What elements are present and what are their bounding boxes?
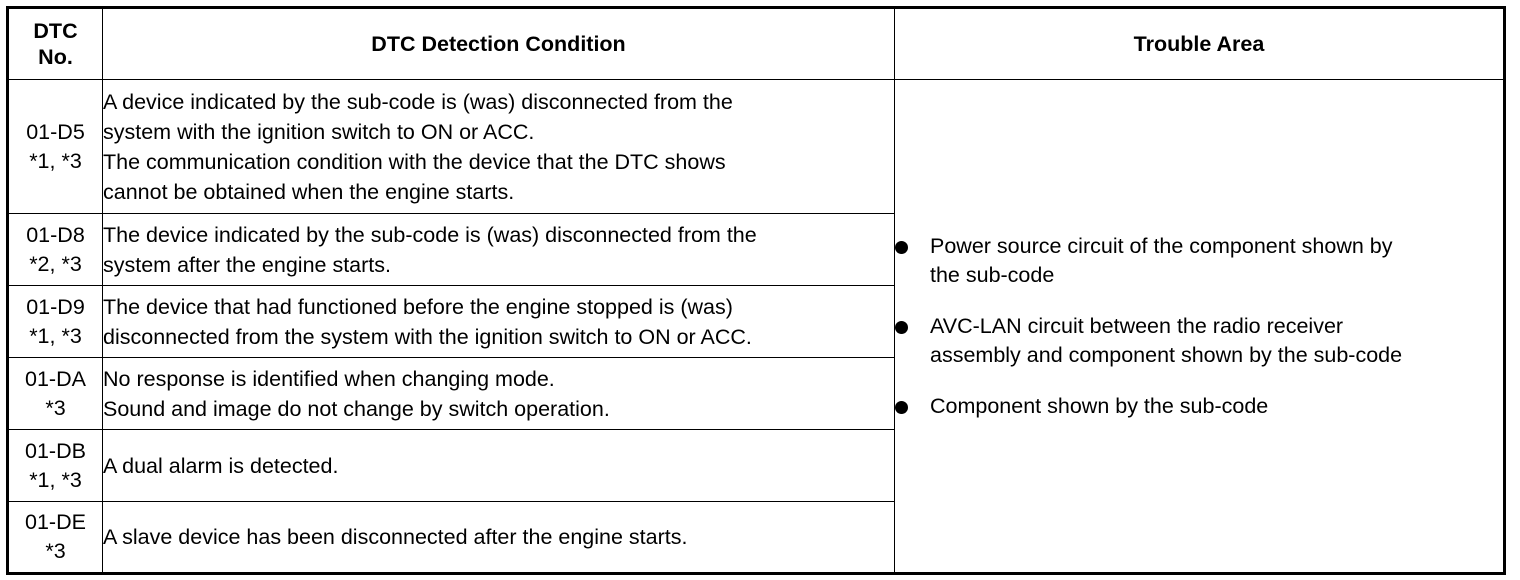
trouble-area-line: Component shown by the sub-code xyxy=(930,393,1269,418)
header-dtc-no xyxy=(8,8,103,80)
detection-condition-cell xyxy=(103,358,895,430)
dtc-note: *3 xyxy=(45,395,66,420)
detection-condition-cell xyxy=(103,214,895,286)
dtc-code: 01-DA xyxy=(25,366,86,391)
trouble-area-item xyxy=(895,392,1503,421)
dtc-note: *1, *3 xyxy=(29,323,82,348)
dtc-code: 01-DB xyxy=(25,438,86,463)
dtc-note: *1, *3 xyxy=(29,467,82,492)
dtc-code: 01-D5 xyxy=(26,119,85,144)
header-trouble-area: Trouble Area xyxy=(895,8,1505,80)
dtc-table xyxy=(6,6,1506,575)
dtc-code-cell xyxy=(8,214,103,286)
condition-line: The communication condition with the device that the DTC shows xyxy=(103,149,726,174)
condition-line: disconnected from the system with the ignition switch to ON or ACC. xyxy=(103,324,752,349)
dtc-note: *3 xyxy=(45,539,66,563)
trouble-area-cell xyxy=(895,80,1505,574)
detection-condition-cell xyxy=(103,502,895,574)
bullet-icon xyxy=(895,401,908,414)
trouble-area-item xyxy=(895,312,1503,370)
table-row xyxy=(8,80,1505,214)
condition-line: The device indicated by the sub-code is (was) disconnected from the xyxy=(103,222,757,247)
trouble-area-item xyxy=(895,232,1503,290)
condition-line: cannot be obtained when the engine starts. xyxy=(103,179,515,204)
detection-condition-cell xyxy=(103,430,895,502)
dtc-code-cell xyxy=(8,502,103,574)
dtc-code-cell xyxy=(8,286,103,358)
condition-line: The device that had functioned before the engine stopped is (was) xyxy=(103,294,733,319)
trouble-area-line: assembly and component shown by the sub-code xyxy=(930,342,1403,367)
header-dtc-line2: No. xyxy=(38,45,73,69)
bullet-icon xyxy=(895,321,908,334)
header-dtc-line1: DTC xyxy=(33,19,78,43)
trouble-area-line: Power source circuit of the component shown by xyxy=(930,233,1393,258)
dtc-code: 01-D9 xyxy=(26,294,85,319)
condition-line: No response is identified when changing mode. xyxy=(103,366,555,391)
detection-condition-cell xyxy=(103,286,895,358)
condition-line: A device indicated by the sub-code is (was) disconnected from the xyxy=(103,89,733,114)
detection-condition-cell xyxy=(103,80,895,214)
dtc-note: *2, *3 xyxy=(29,251,82,276)
trouble-area-line: the sub-code xyxy=(930,262,1055,287)
dtc-note: *1, *3 xyxy=(29,148,82,173)
condition-line: Sound and image do not change by switch operation. xyxy=(103,396,610,421)
header-detection-condition: DTC Detection Condition xyxy=(103,8,895,80)
trouble-area-line: AVC-LAN circuit between the radio receiver xyxy=(930,313,1344,338)
table-header-row xyxy=(8,8,1505,80)
dtc-code: 01-D8 xyxy=(26,222,85,247)
dtc-code: 01-DE xyxy=(25,510,86,534)
bullet-icon xyxy=(895,241,908,254)
condition-line: system after the engine starts. xyxy=(103,252,391,277)
condition-line: A dual alarm is detected. xyxy=(103,453,339,478)
dtc-code-cell xyxy=(8,80,103,214)
condition-line: system with the ignition switch to ON or ACC. xyxy=(103,119,535,144)
dtc-code-cell xyxy=(8,430,103,502)
dtc-code-cell xyxy=(8,358,103,430)
condition-line: A slave device has been disconnected after the engine starts. xyxy=(103,525,688,549)
